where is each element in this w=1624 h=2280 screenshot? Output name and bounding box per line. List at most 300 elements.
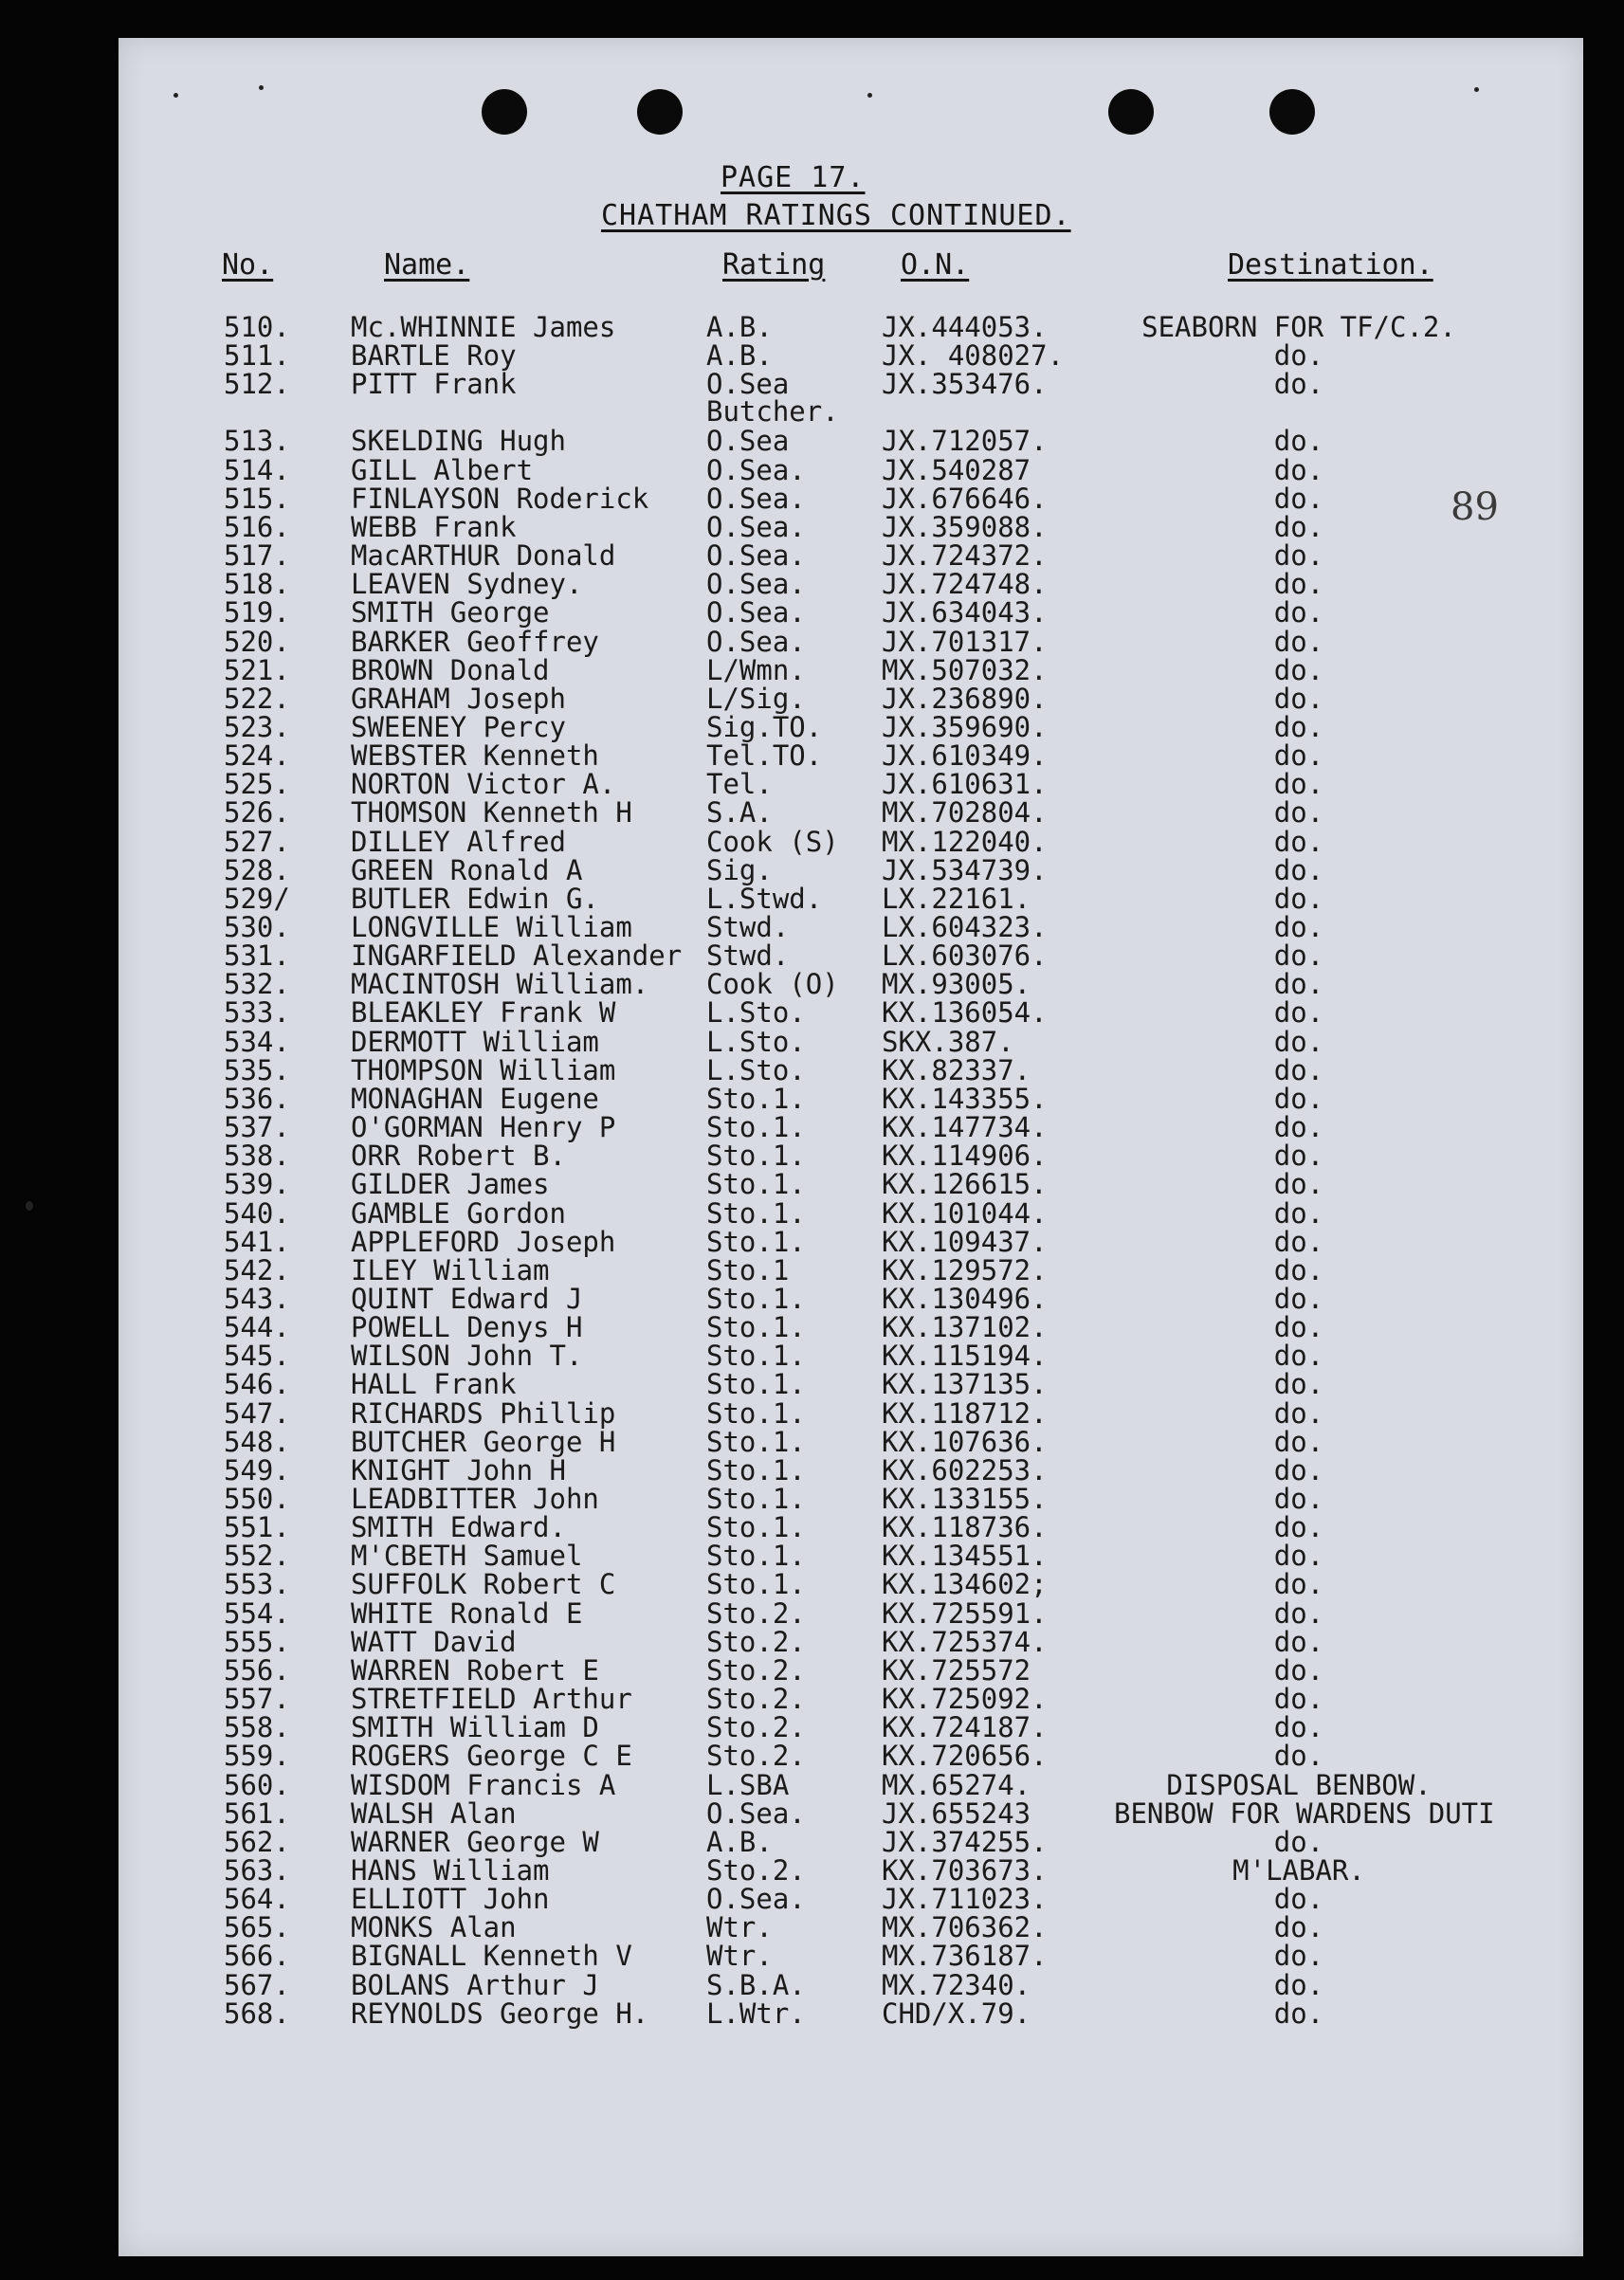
row-number: 558. xyxy=(224,1711,290,1744)
row-destination: do. xyxy=(1273,510,1324,543)
row-number: 545. xyxy=(224,1340,290,1373)
table-row xyxy=(0,1082,1624,1115)
row-official-number: LX.604323. xyxy=(882,911,1048,943)
column-header-destination: Destination. xyxy=(1228,248,1433,282)
row-number: 526. xyxy=(224,796,290,830)
table-row xyxy=(0,1168,1624,1201)
table-row xyxy=(0,1225,1624,1258)
row-official-number: KX.134551. xyxy=(882,1540,1048,1573)
row-official-number: KX.82337. xyxy=(882,1053,1031,1086)
row-rating: Sto.1. xyxy=(706,1140,806,1173)
row-name: SMITH George xyxy=(351,596,550,629)
row-number: 556. xyxy=(224,1653,290,1687)
row-destination: do. xyxy=(1273,1368,1324,1401)
row-number: 511. xyxy=(224,339,290,373)
table-row xyxy=(0,825,1624,858)
row-number: 546. xyxy=(224,1368,290,1401)
row-name: M'CBETH Samuel xyxy=(351,1540,583,1573)
row-rating: O.Sea. xyxy=(706,510,806,543)
row-destination: do. xyxy=(1273,1911,1324,1944)
row-name: MONAGHAN Eugene xyxy=(351,1082,599,1115)
row-number: 529/ xyxy=(224,882,290,915)
row-number: 553. xyxy=(224,1568,290,1601)
row-destination: do. xyxy=(1273,425,1324,458)
row-name: GREEN Ronald A xyxy=(351,853,583,886)
row-number: 541. xyxy=(224,1225,290,1258)
row-official-number: MX.736187. xyxy=(882,1940,1048,1973)
row-official-number: JX.610349. xyxy=(882,739,1048,773)
table-row xyxy=(0,510,1624,543)
table-row xyxy=(0,1282,1624,1315)
row-rating: Stwd. xyxy=(706,911,790,943)
row-rating: Sig. xyxy=(706,853,773,886)
row-rating: Cook (O) xyxy=(706,968,839,1001)
table-row xyxy=(0,1713,1624,1742)
row-rating: S.A. xyxy=(706,796,773,830)
row-number: 521. xyxy=(224,653,290,686)
row-official-number: KX.114906. xyxy=(882,1140,1048,1173)
row-name: STRETFIELD Arthur xyxy=(351,1683,632,1716)
row-name: WEBSTER Kenneth xyxy=(351,739,599,773)
row-number: 542. xyxy=(224,1253,290,1286)
row-rating: A.B. xyxy=(706,339,773,373)
punch-hole xyxy=(1269,89,1315,135)
row-destination: do. xyxy=(1273,625,1324,658)
table-row xyxy=(0,1140,1624,1173)
row-destination: do. xyxy=(1273,1883,1324,1916)
row-official-number: KX.720656. xyxy=(882,1740,1048,1773)
table-row xyxy=(0,425,1624,458)
table-row xyxy=(0,1799,1624,1828)
table-row xyxy=(0,939,1624,973)
punch-hole xyxy=(482,89,527,135)
row-name: ROGERS George C E xyxy=(351,1740,632,1773)
table-row xyxy=(0,1540,1624,1573)
table-row xyxy=(0,1568,1624,1601)
row-name: WARREN Robert E xyxy=(351,1653,599,1687)
row-destination: do. xyxy=(1273,1311,1324,1344)
row-official-number: JX.540287 xyxy=(882,453,1031,486)
table-row xyxy=(0,1453,1624,1487)
row-destination: do. xyxy=(1273,1340,1324,1373)
row-official-number: KX.725572 xyxy=(882,1653,1031,1687)
row-destination: do. xyxy=(1273,1653,1324,1687)
row-official-number: JX.374255. xyxy=(882,1825,1048,1858)
row-rating: Sto.1. xyxy=(706,1282,806,1315)
table-row xyxy=(0,853,1624,886)
speck xyxy=(1474,87,1479,92)
row-official-number: MX.507032. xyxy=(882,653,1048,686)
row-name: WATT David xyxy=(351,1625,517,1658)
table-row xyxy=(0,796,1624,830)
table-row xyxy=(0,1596,1624,1630)
table-row xyxy=(0,1340,1624,1373)
row-destination: do. xyxy=(1273,539,1324,573)
row-rating: Sto.2. xyxy=(706,1740,806,1773)
row-name: REYNOLDS George H. xyxy=(351,1997,649,2030)
row-name: MONKS Alan xyxy=(351,1911,517,1944)
row-number: 536. xyxy=(224,1082,290,1115)
row-number: 518. xyxy=(224,568,290,601)
row-destination: DISPOSAL BENBOW. xyxy=(1166,1768,1432,1801)
margin-number: 89 xyxy=(1451,485,1499,529)
row-official-number: MX.122040. xyxy=(882,825,1048,858)
row-destination: do. xyxy=(1273,1025,1324,1058)
row-official-number: JX.236890. xyxy=(882,682,1048,715)
row-destination: do. xyxy=(1273,682,1324,715)
table-row xyxy=(0,1999,1624,2028)
row-name: SKELDING Hugh xyxy=(351,425,566,458)
speck xyxy=(173,93,178,98)
row-destination: do. xyxy=(1273,882,1324,915)
row-rating: Sto.1. xyxy=(706,1196,806,1230)
row-destination: do. xyxy=(1273,653,1324,686)
row-rating: Sto.1. xyxy=(706,1540,806,1573)
table-row xyxy=(0,1396,1624,1430)
row-rating: O.Sea. xyxy=(706,625,806,658)
table-row xyxy=(0,968,1624,1001)
row-rating: O.Sea xyxy=(706,425,790,458)
row-official-number: JX. 408027. xyxy=(882,339,1065,373)
row-number: 557. xyxy=(224,1683,290,1716)
row-number: 550. xyxy=(224,1483,290,1515)
row-official-number: KX.115194. xyxy=(882,1340,1048,1373)
row-rating: O.Sea. xyxy=(706,482,806,515)
row-rating: L.Sto. xyxy=(706,996,806,1030)
row-official-number: KX.725591. xyxy=(882,1596,1048,1630)
row-rating: L.Sto. xyxy=(706,1053,806,1086)
row-official-number: KX.118712. xyxy=(882,1396,1048,1430)
row-rating: O.Sea. xyxy=(706,1883,806,1916)
table-row xyxy=(0,882,1624,915)
row-rating: A.B. xyxy=(706,311,773,343)
row-official-number: JX.655243 xyxy=(882,1797,1031,1830)
row-rating: Sto.1. xyxy=(706,1425,806,1458)
table-row xyxy=(0,1683,1624,1716)
row-rating: O.Sea xyxy=(706,368,790,401)
row-number: 516. xyxy=(224,510,290,543)
row-number: 562. xyxy=(224,1825,290,1858)
row-official-number: KX.109437. xyxy=(882,1225,1048,1258)
row-rating: L.Wtr. xyxy=(706,1997,806,2030)
row-official-number: KX.703673. xyxy=(882,1853,1048,1887)
row-destination: do. xyxy=(1273,482,1324,515)
row-name: ELLIOTT John xyxy=(351,1883,550,1916)
table-row xyxy=(0,1485,1624,1513)
row-name: LEAVEN Sydney. xyxy=(351,568,583,601)
row-rating: Sto.2. xyxy=(706,1711,806,1744)
row-name: WEBB Frank xyxy=(351,510,517,543)
row-number: 535. xyxy=(224,1053,290,1086)
row-number: 527. xyxy=(224,825,290,858)
row-official-number: LX.22161. xyxy=(882,882,1031,915)
row-destination: do. xyxy=(1273,1940,1324,1973)
row-name: PITT Frank xyxy=(351,368,517,401)
row-number: 530. xyxy=(224,911,290,943)
row-destination: SEABORN FOR TF/C.2. xyxy=(1141,311,1456,343)
row-destination: do. xyxy=(1273,368,1324,401)
row-official-number: JX.724748. xyxy=(882,568,1048,601)
row-name: RICHARDS Phillip xyxy=(351,1396,616,1430)
row-official-number: JX.701317. xyxy=(882,625,1048,658)
row-destination: do. xyxy=(1273,996,1324,1030)
column-header-on: O.N. xyxy=(901,248,970,282)
row-destination: do. xyxy=(1273,1253,1324,1286)
row-rating: Cook (S) xyxy=(706,825,839,858)
punch-hole xyxy=(637,89,683,135)
row-official-number: JX.724372. xyxy=(882,539,1048,573)
table-row xyxy=(0,653,1624,686)
row-destination: do. xyxy=(1273,1825,1324,1858)
row-destination: do. xyxy=(1273,911,1324,943)
row-number: 534. xyxy=(224,1025,290,1058)
row-name: POWELL Denys H xyxy=(351,1311,583,1344)
table-row xyxy=(0,1196,1624,1230)
row-destination: do. xyxy=(1273,453,1324,486)
row-rating: Sto.1. xyxy=(706,1168,806,1201)
section-title: CHATHAM RATINGS CONTINUED. xyxy=(601,199,1071,232)
row-destination: do. xyxy=(1273,1396,1324,1430)
row-number: 559. xyxy=(224,1740,290,1773)
row-name: SMITH William D xyxy=(351,1711,599,1744)
row-official-number: JX.359088. xyxy=(882,510,1048,543)
row-number: 567. xyxy=(224,1968,290,2001)
row-number: 561. xyxy=(224,1797,290,1830)
row-name: WHITE Ronald E xyxy=(351,1596,583,1630)
row-number: 528. xyxy=(224,853,290,886)
row-number: 513. xyxy=(224,425,290,458)
row-destination: do. xyxy=(1273,853,1324,886)
row-rating: Sto.2. xyxy=(706,1683,806,1716)
row-official-number: KX.602253. xyxy=(882,1453,1048,1487)
row-name: O'GORMAN Henry P xyxy=(351,1111,616,1144)
row-number: 543. xyxy=(224,1282,290,1315)
row-name: ORR Robert B. xyxy=(351,1140,566,1173)
row-rating: Sto.1. xyxy=(706,1082,806,1115)
row-rating: A.B. xyxy=(706,1825,773,1858)
column-header-rating: Rating xyxy=(722,248,826,282)
table-row xyxy=(0,1368,1624,1401)
row-name: DILLEY Alfred xyxy=(351,825,566,858)
row-rating: O.Sea. xyxy=(706,539,806,573)
row-name: GAMBLE Gordon xyxy=(351,1196,566,1230)
row-name: BUTLER Edwin G. xyxy=(351,882,599,915)
row-number: 515. xyxy=(224,482,290,515)
table-row xyxy=(0,1025,1624,1058)
table-row xyxy=(0,1968,1624,2001)
row-destination: do. xyxy=(1273,825,1324,858)
row-official-number: KX.725374. xyxy=(882,1625,1048,1658)
row-rating: Sto.1. xyxy=(706,1311,806,1344)
row-name: WALSH Alan xyxy=(351,1797,517,1830)
row-official-number: CHD/X.79. xyxy=(882,1997,1031,2030)
row-name: ILEY William xyxy=(351,1253,550,1286)
row-official-number: JX.353476. xyxy=(882,368,1048,401)
row-official-number: JX.534739. xyxy=(882,853,1048,886)
row-official-number: JX.676646. xyxy=(882,482,1048,515)
table-row xyxy=(0,1883,1624,1916)
row-name: WISDOM Francis A xyxy=(351,1768,616,1801)
row-rating: L.Sto. xyxy=(706,1025,806,1058)
row-official-number: KX.107636. xyxy=(882,1425,1048,1458)
table-row xyxy=(0,1853,1624,1887)
row-destination: do. xyxy=(1273,1740,1324,1773)
row-official-number: KX.137102. xyxy=(882,1311,1048,1344)
row-rating: Sto.1. xyxy=(706,1511,806,1544)
row-rating: O.Sea. xyxy=(706,596,806,629)
row-name: LEADBITTER John xyxy=(351,1483,599,1515)
row-name: THOMSON Kenneth H xyxy=(351,796,632,830)
row-official-number: JX.712057. xyxy=(882,425,1048,458)
row-number: 563. xyxy=(224,1853,290,1887)
row-rating: Sto.1. xyxy=(706,1568,806,1601)
row-rating: S.B.A. xyxy=(706,1968,806,2001)
row-name: BROWN Donald xyxy=(351,653,550,686)
row-number: 523. xyxy=(224,710,290,743)
row-name: APPLEFORD Joseph xyxy=(351,1225,616,1258)
row-number: 525. xyxy=(224,768,290,801)
row-official-number: KX.137135. xyxy=(882,1368,1048,1401)
row-name: BARKER Geoffrey xyxy=(351,625,599,658)
table-row xyxy=(0,1311,1624,1344)
row-official-number: JX.634043. xyxy=(882,596,1048,629)
row-destination: BENBOW FOR WARDENS DUTI xyxy=(1114,1797,1495,1830)
row-rating: Sto.1. xyxy=(706,1111,806,1144)
row-rating: Sto.2. xyxy=(706,1596,806,1630)
row-destination: do. xyxy=(1273,710,1324,743)
row-name: BUTCHER George H xyxy=(351,1425,616,1458)
column-header-name: Name. xyxy=(384,248,470,282)
row-name: GILL Albert xyxy=(351,453,534,486)
row-name: MacARTHUR Donald xyxy=(351,539,616,573)
row-number: 510. xyxy=(224,311,290,343)
row-official-number: JX.359690. xyxy=(882,710,1048,743)
row-rating: Sto.2. xyxy=(706,1653,806,1687)
row-official-number: KX.118736. xyxy=(882,1511,1048,1544)
row-rating: Sto.1. xyxy=(706,1225,806,1258)
row-name: SMITH Edward. xyxy=(351,1511,566,1544)
row-destination: do. xyxy=(1273,739,1324,773)
row-rating: O.Sea. xyxy=(706,568,806,601)
row-official-number: JX.711023. xyxy=(882,1883,1048,1916)
table-row xyxy=(0,1511,1624,1544)
table-row xyxy=(0,1940,1624,1973)
row-destination: do. xyxy=(1273,1968,1324,2001)
row-official-number: MX.702804. xyxy=(882,796,1048,830)
row-name: Mc.WHINNIE James xyxy=(351,311,616,343)
row-name: DERMOTT William xyxy=(351,1025,599,1058)
row-destination: do. xyxy=(1273,1540,1324,1573)
row-rating: Stwd. xyxy=(706,939,790,973)
row-rating: O.Sea. xyxy=(706,453,806,486)
table-row xyxy=(0,1625,1624,1658)
row-destination: do. xyxy=(1273,1196,1324,1230)
row-official-number: MX.72340. xyxy=(882,1968,1031,2001)
table-row xyxy=(0,484,1624,513)
row-number: 554. xyxy=(224,1596,290,1630)
row-official-number: MX.65274. xyxy=(882,1768,1031,1801)
row-official-number: KX.134602; xyxy=(882,1568,1048,1601)
row-name: KNIGHT John H xyxy=(351,1453,566,1487)
row-name: LONGVILLE William xyxy=(351,911,632,943)
row-number: 539. xyxy=(224,1168,290,1201)
row-rating: O.Sea. xyxy=(706,1797,806,1830)
table-row xyxy=(0,1425,1624,1458)
row-rating: Sig.TO. xyxy=(706,710,823,743)
table-row xyxy=(0,1653,1624,1687)
row-destination: do. xyxy=(1273,1140,1324,1173)
table-row xyxy=(0,568,1624,601)
row-name: SUFFOLK Robert C xyxy=(351,1568,616,1601)
row-official-number: KX.136054. xyxy=(882,996,1048,1030)
row-official-number: KX.133155. xyxy=(882,1483,1048,1515)
row-number: 548. xyxy=(224,1425,290,1458)
column-header-no: No. xyxy=(222,248,274,282)
row-number: 564. xyxy=(224,1883,290,1916)
row-destination: do. xyxy=(1273,939,1324,973)
row-number: 551. xyxy=(224,1511,290,1544)
row-rating: Sto.1. xyxy=(706,1483,806,1515)
page-number-title: PAGE 17. xyxy=(721,161,866,194)
row-destination: do. xyxy=(1273,1053,1324,1086)
table-row xyxy=(0,598,1624,627)
table-row xyxy=(0,539,1624,573)
row-number: 552. xyxy=(224,1540,290,1573)
row-rating: Wtr. xyxy=(706,1911,773,1944)
table-row xyxy=(0,739,1624,773)
row-number: 519. xyxy=(224,596,290,629)
table-row xyxy=(0,1913,1624,1942)
row-rating: L.SBA xyxy=(706,1768,790,1801)
row-official-number: KX.725092. xyxy=(882,1683,1048,1716)
rating-annotation: Butcher. xyxy=(706,395,839,428)
row-number: 555. xyxy=(224,1625,290,1658)
row-number: 522. xyxy=(224,682,290,715)
speck xyxy=(867,93,872,98)
row-name: BLEAKLEY Frank W xyxy=(351,996,616,1030)
row-number: 537. xyxy=(224,1111,290,1144)
row-name: WILSON John T. xyxy=(351,1340,583,1373)
row-name: GILDER James xyxy=(351,1168,550,1201)
row-rating: Sto.1. xyxy=(706,1340,806,1373)
row-rating: Tel. xyxy=(706,768,773,801)
table-row xyxy=(0,710,1624,743)
row-rating: Wtr. xyxy=(706,1940,773,1973)
row-rating: Tel.TO. xyxy=(706,739,823,773)
row-rating: Sto.1. xyxy=(706,1368,806,1401)
row-rating: Sto.1 xyxy=(706,1253,790,1286)
row-destination: do. xyxy=(1273,568,1324,601)
row-destination: do. xyxy=(1273,339,1324,373)
table-row xyxy=(0,625,1624,658)
row-name: HALL Frank xyxy=(351,1368,517,1401)
row-destination: do. xyxy=(1273,1453,1324,1487)
row-official-number: JX.444053. xyxy=(882,311,1048,343)
row-name: NORTON Victor A. xyxy=(351,768,616,801)
row-official-number: KX.129572. xyxy=(882,1253,1048,1286)
row-destination: do. xyxy=(1273,1425,1324,1458)
row-official-number: JX.610631. xyxy=(882,768,1048,801)
table-row xyxy=(0,313,1624,341)
row-number: 514. xyxy=(224,453,290,486)
row-number: 533. xyxy=(224,996,290,1030)
row-official-number: SKX.387. xyxy=(882,1025,1014,1058)
row-rating: L/Sig. xyxy=(706,682,806,715)
row-official-number: KX.130496. xyxy=(882,1282,1048,1315)
row-destination: do. xyxy=(1273,596,1324,629)
row-official-number: KX.724187. xyxy=(882,1711,1048,1744)
table-row xyxy=(0,1253,1624,1286)
